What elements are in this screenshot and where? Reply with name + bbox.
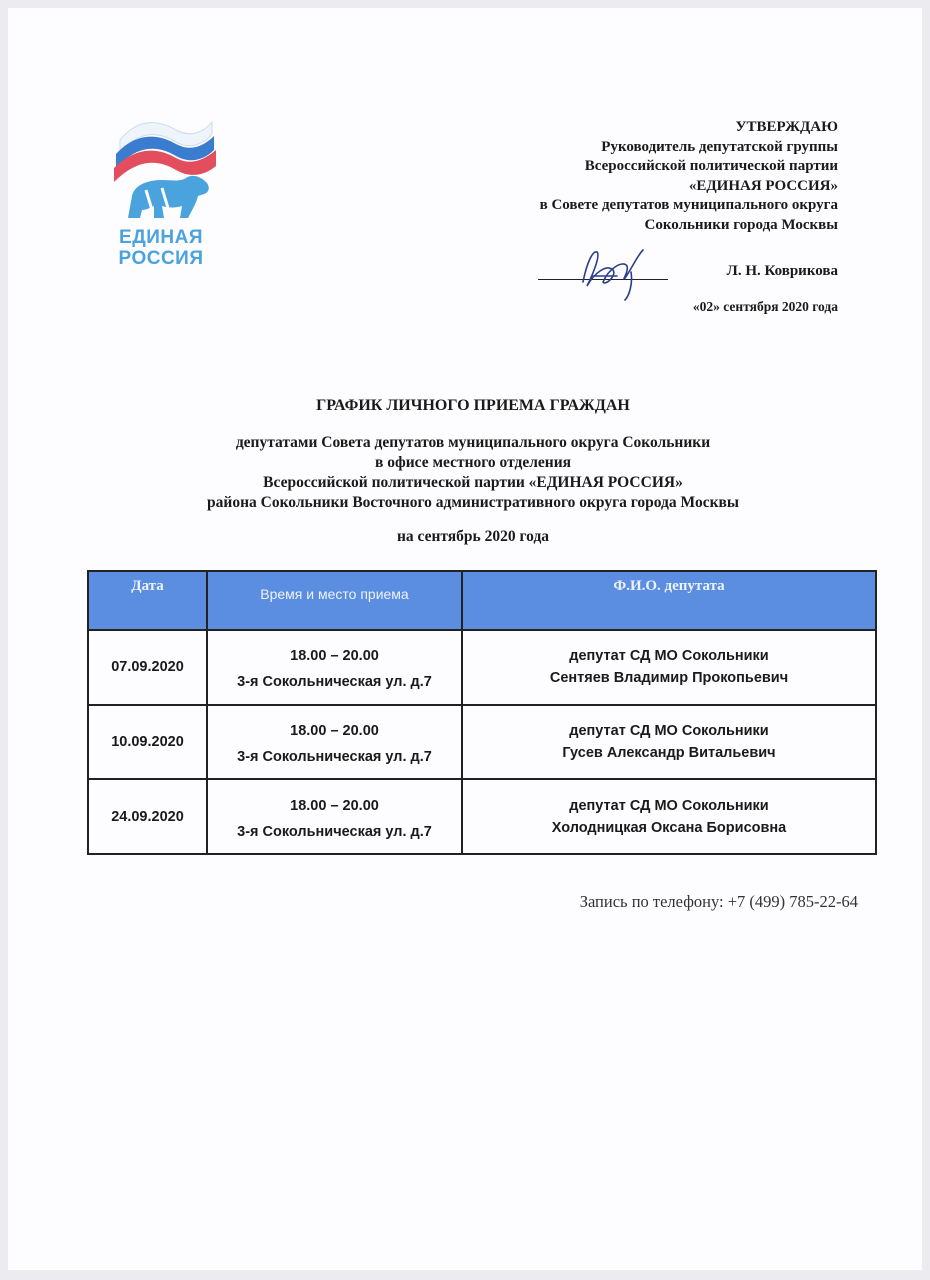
signer-name: Л. Н. Коврикова [726,263,838,279]
column-header-date: Дата [88,571,207,630]
approval-line: «ЕДИНАЯ РОССИЯ» [688,177,838,194]
table-header-row [88,571,876,630]
subtitle-line: депутатами Совета депутатов муниципального округа Сокольники [235,434,711,451]
time-value: 18.00 – 20.00 [290,797,379,814]
place-value: 3-я Сокольническая ул. д.7 [237,674,432,691]
party-logo [106,110,216,270]
deputy-name: Холодницкая Оксана Борисовна [551,819,787,836]
page-title: ГРАФИК ЛИЧНОГО ПРИЕМА ГРАЖДАН [316,397,630,414]
date-cell: 10.09.2020 [88,705,207,780]
approval-line: Руководитель депутатской группы [601,138,838,155]
time-place-cell [207,705,462,780]
schedule-table [87,570,877,855]
approval-block [438,118,838,235]
subtitle-line: в офисе местного отделения [374,454,572,471]
signature-row [538,258,838,288]
handwritten-signature-icon [573,242,653,302]
schedule-period: на сентябрь 2020 года [396,528,550,545]
column-header-deputy: Ф.И.О. депутата [462,571,876,630]
document-page [8,8,922,1270]
date-cell: 07.09.2020 [88,630,207,705]
deputy-cell [462,705,876,780]
approval-line: Сокольники города Москвы [644,216,838,233]
approval-date: «02» сентября 2020 года [692,299,838,314]
deputy-role: депутат СД МО Сокольники [569,648,769,665]
deputy-cell [462,779,876,854]
table-row [88,779,876,854]
approval-line: в Совете депутатов муниципального округа [539,197,838,213]
deputy-name: Сентяев Владимир Прокопьевич [549,670,789,687]
approval-line: УТВЕРЖДАЮ [735,119,838,135]
deputy-role: депутат СД МО Сокольники [569,797,769,814]
approval-line: Всероссийской политической партии [584,158,838,174]
deputy-role: депутат СД МО Сокольники [569,722,769,739]
deputy-cell [462,630,876,705]
subtitle-block [8,433,930,513]
time-value: 18.00 – 20.00 [290,648,379,665]
date-cell: 24.09.2020 [88,779,207,854]
table-row [88,630,876,705]
deputy-name: Гусев Александр Витальевич [562,744,776,761]
time-place-cell [207,630,462,705]
subtitle-line: Всероссийской политической партии «ЕДИНАЯ РОССИЯ» [263,474,683,491]
logo-text-line2: РОССИЯ [118,248,204,269]
place-value: 3-я Сокольническая ул. д.7 [237,823,432,840]
place-value: 3-я Сокольническая ул. д.7 [237,748,432,765]
table-row [88,705,876,780]
time-place-cell [207,779,462,854]
phone-note: Запись по телефону: +7 (499) 785-22-64 [579,892,858,911]
time-value: 18.00 – 20.00 [290,722,379,739]
logo-text-line1: ЕДИНАЯ [119,227,203,248]
flag-bear-icon [106,110,216,225]
column-header-time-place: Время и место приема [207,571,462,630]
subtitle-line: района Сокольники Восточного административного округа города Москвы [207,494,739,511]
